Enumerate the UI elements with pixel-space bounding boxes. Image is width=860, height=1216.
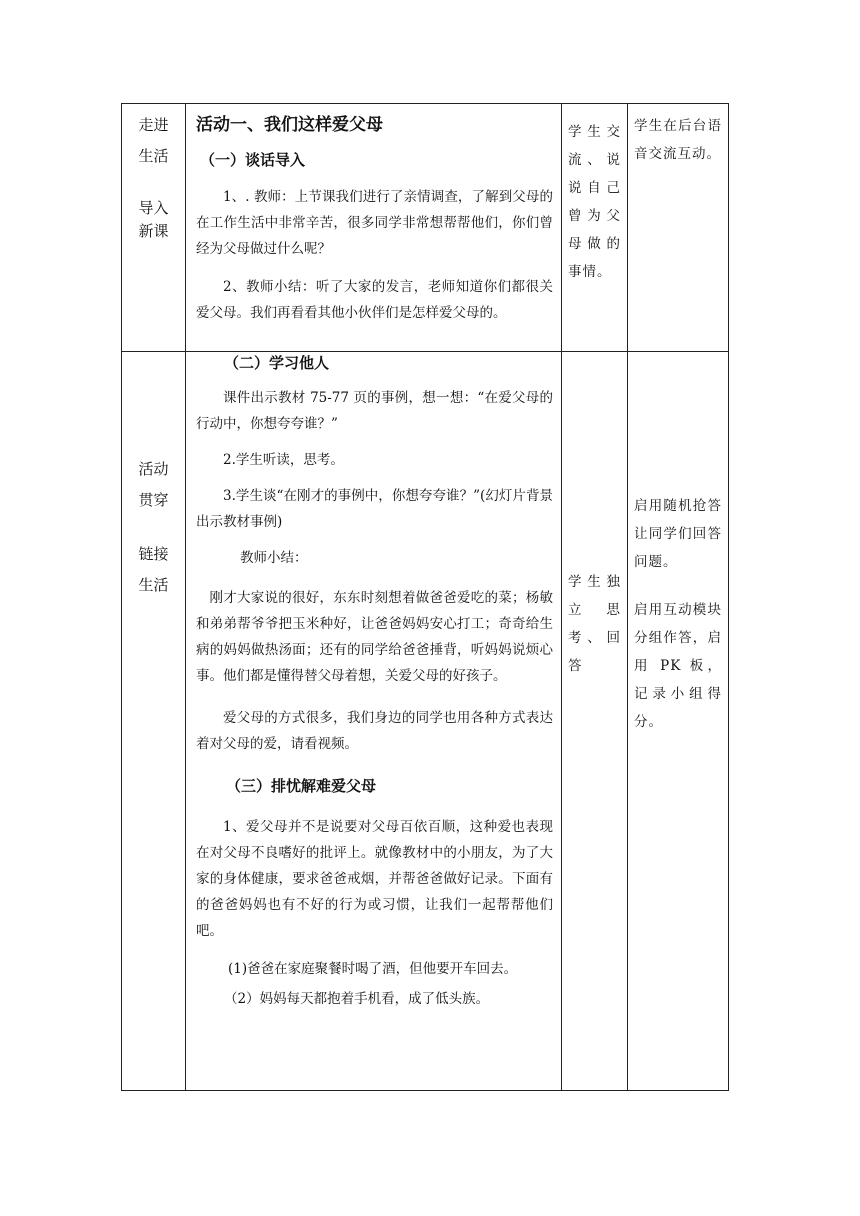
paragraph: 2、教师小结：听了大家的发言，老师知道你们都很关爱父母。我们再看看其他小伙伴们是怎样爱父母的。: [196, 279, 553, 321]
tech-cell: [628, 352, 729, 1091]
paragraph: (1)爸爸在家庭聚餐时喝了酒，但他要开车回去。: [228, 961, 518, 977]
stage-cell: [122, 104, 186, 352]
section-heading: （二）学习他人: [224, 354, 330, 372]
paragraph: 刚才大家说的很好，东东时刻想着做爸爸爱吃的菜；杨敏和弟弟帮爷爷把玉米种好，让爸爸妈妈安心打工；奇奇给生病的妈妈做热汤面；还有的同学给爸爸捶背，听妈妈说烦心事。他们都是懂得替父母着想，关爱父母的好孩子。: [196, 590, 553, 684]
stage-cell: [122, 352, 186, 1091]
section-heading: （一）谈话导入: [200, 151, 306, 169]
tech-text: 启用互动模块分组作答，启用 PK 板，记录小组得分。: [634, 602, 722, 730]
paragraph: 爱父母的方式很多，我们身边的同学也用各种方式表达着对父母的爱，请看视频。: [196, 710, 553, 752]
stage-label: 生活: [138, 146, 169, 165]
stage-label: 生活: [138, 575, 169, 594]
stage-label: 导入: [138, 199, 169, 217]
stage-label: 链接: [138, 545, 169, 563]
paragraph: 教师小结：: [240, 550, 308, 566]
tech-text: 启用随机抢答让同学们回答问题。: [634, 498, 722, 570]
tech-cell: [628, 104, 729, 352]
stage-label: 活动: [138, 460, 169, 478]
student-activity-text: 学生独立思考、回答: [568, 574, 621, 674]
tech-text: 学生在后台语音交流互动。: [634, 118, 722, 162]
section-heading: （三）排忧解难爱父母: [226, 777, 377, 795]
table-row: [122, 352, 729, 1091]
lesson-plan-table: [121, 103, 729, 1091]
student-activity-text: 学生交流、说说自己曾为父母做的事情。: [568, 124, 621, 280]
stage-label: 新课: [138, 221, 169, 240]
paragraph: 2.学生听读，思考。: [223, 452, 344, 468]
teacher-activity-cell: [186, 352, 562, 1091]
paragraph: 1、爱父母并不是说要对父母百依百顺，这种爱也表现在对父母不良嗜好的批评上。就像教材中的小朋友，为了大家的身体健康，要求爸爸戒烟，并帮爸爸做好记录。下面有的爸爸妈妈也有不好的行为或习惯，让我们一起帮帮他们吧。: [196, 819, 553, 939]
activity-title: 活动一、我们这样爱父母: [196, 115, 383, 135]
paragraph: 1、. 教师：上节课我们进行了亲情调查，了解到父母的在工作生活中非常辛苦，很多同学非常想帮帮他们，你们曾经为父母做过什么呢？: [196, 189, 553, 257]
student-activity-cell: [562, 352, 628, 1091]
stage-label: 贯穿: [138, 490, 169, 509]
paragraph: 课件出示教材 75-77 页的事例，想一想：“在爱父母的行动中，你想夸夸谁？”: [196, 390, 553, 432]
table-row: [122, 104, 729, 352]
paragraph: （2）妈妈每天都抱着手机看，成了低头族。: [224, 991, 490, 1007]
stage-label: 走进: [138, 116, 169, 134]
student-activity-cell: [562, 104, 628, 352]
teacher-activity-cell: [186, 104, 562, 352]
paragraph: 3.学生谈“在刚才的事例中，你想夸夸谁？”(幻灯片背景出示教材事例): [196, 488, 553, 530]
